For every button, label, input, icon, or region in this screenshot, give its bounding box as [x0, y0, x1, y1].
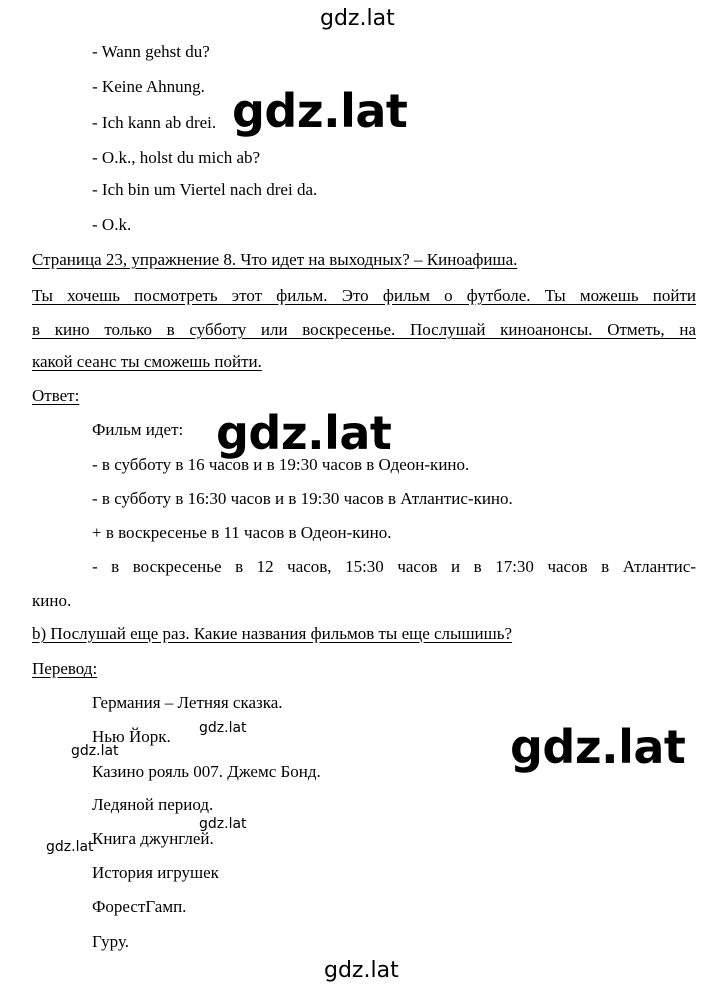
watermark-small-1: gdz.lat: [199, 720, 247, 736]
dialogue-line-1: - Wann gehst du?: [92, 42, 210, 61]
film-1: Германия – Летняя сказка.: [92, 693, 283, 712]
dialogue-line-4: - O.k., holst du mich ab?: [92, 148, 261, 167]
film-8: Гуру.: [92, 932, 130, 951]
answer-item-3: + в воскресенье в 11 часов в Одеон-кино.: [92, 523, 392, 542]
answer-intro: Фильм идет:: [92, 420, 184, 439]
exercise-heading: Страница 23, упражнение 8. Что идет на выходных? – Киноафиша.: [32, 250, 518, 269]
watermark-big-2: gdz.lat: [216, 406, 392, 460]
answer-label: Ответ:: [32, 386, 80, 405]
watermark-small-3: gdz.lat: [199, 816, 247, 832]
answer-item-2: - в субботу в 16:30 часов и в 19:30 часов в Атлантис-кино.: [92, 489, 513, 508]
watermark-top: gdz.lat: [320, 6, 395, 31]
answer-continuation: кино.: [32, 591, 72, 610]
film-2: Нью Йорк.: [92, 727, 171, 746]
dialogue-line-3: - Ich kann ab drei.: [92, 113, 217, 132]
answer-item-4: - в воскресенье в 12 часов, 15:30 часов и в 17:30 часов в Атлантис-: [92, 557, 696, 576]
film-3: Казино рояль 007. Джемс Бонд.: [92, 762, 321, 781]
task-b: b) Послушай еще раз. Какие названия фильмов ты еще слышишь?: [32, 624, 513, 643]
task-line-1: Ты хочешь посмотреть этот фильм. Это фильм о футболе. Ты можешь пойти: [32, 286, 696, 305]
watermark-big-3: gdz.lat: [510, 720, 686, 774]
dialogue-line-6: - O.k.: [92, 215, 132, 234]
translation-label: Перевод:: [32, 659, 98, 678]
watermark-bottom: gdz.lat: [324, 958, 399, 983]
task-line-3: какой сеанс ты сможешь пойти.: [32, 352, 262, 371]
film-7: ФорестГамп.: [92, 897, 187, 916]
watermark-small-4: gdz.lat: [46, 839, 94, 855]
film-4: Ледяной период.: [92, 795, 214, 814]
task-line-2: в кино только в субботу или воскресенье. Послушай киноанонсы. Отметь, на: [32, 320, 696, 339]
dialogue-line-2: - Keine Ahnung.: [92, 77, 205, 96]
dialogue-line-5: - Ich bin um Viertel nach drei da.: [92, 180, 318, 199]
film-5: Книга джунглей.: [92, 829, 214, 848]
watermark-small-2: gdz.lat: [71, 743, 119, 759]
film-6: История игрушек: [92, 863, 219, 882]
watermark-big-1: gdz.lat: [232, 84, 408, 138]
answer-item-1: - в субботу в 16 часов и в 19:30 часов в Одеон-кино.: [92, 455, 470, 474]
